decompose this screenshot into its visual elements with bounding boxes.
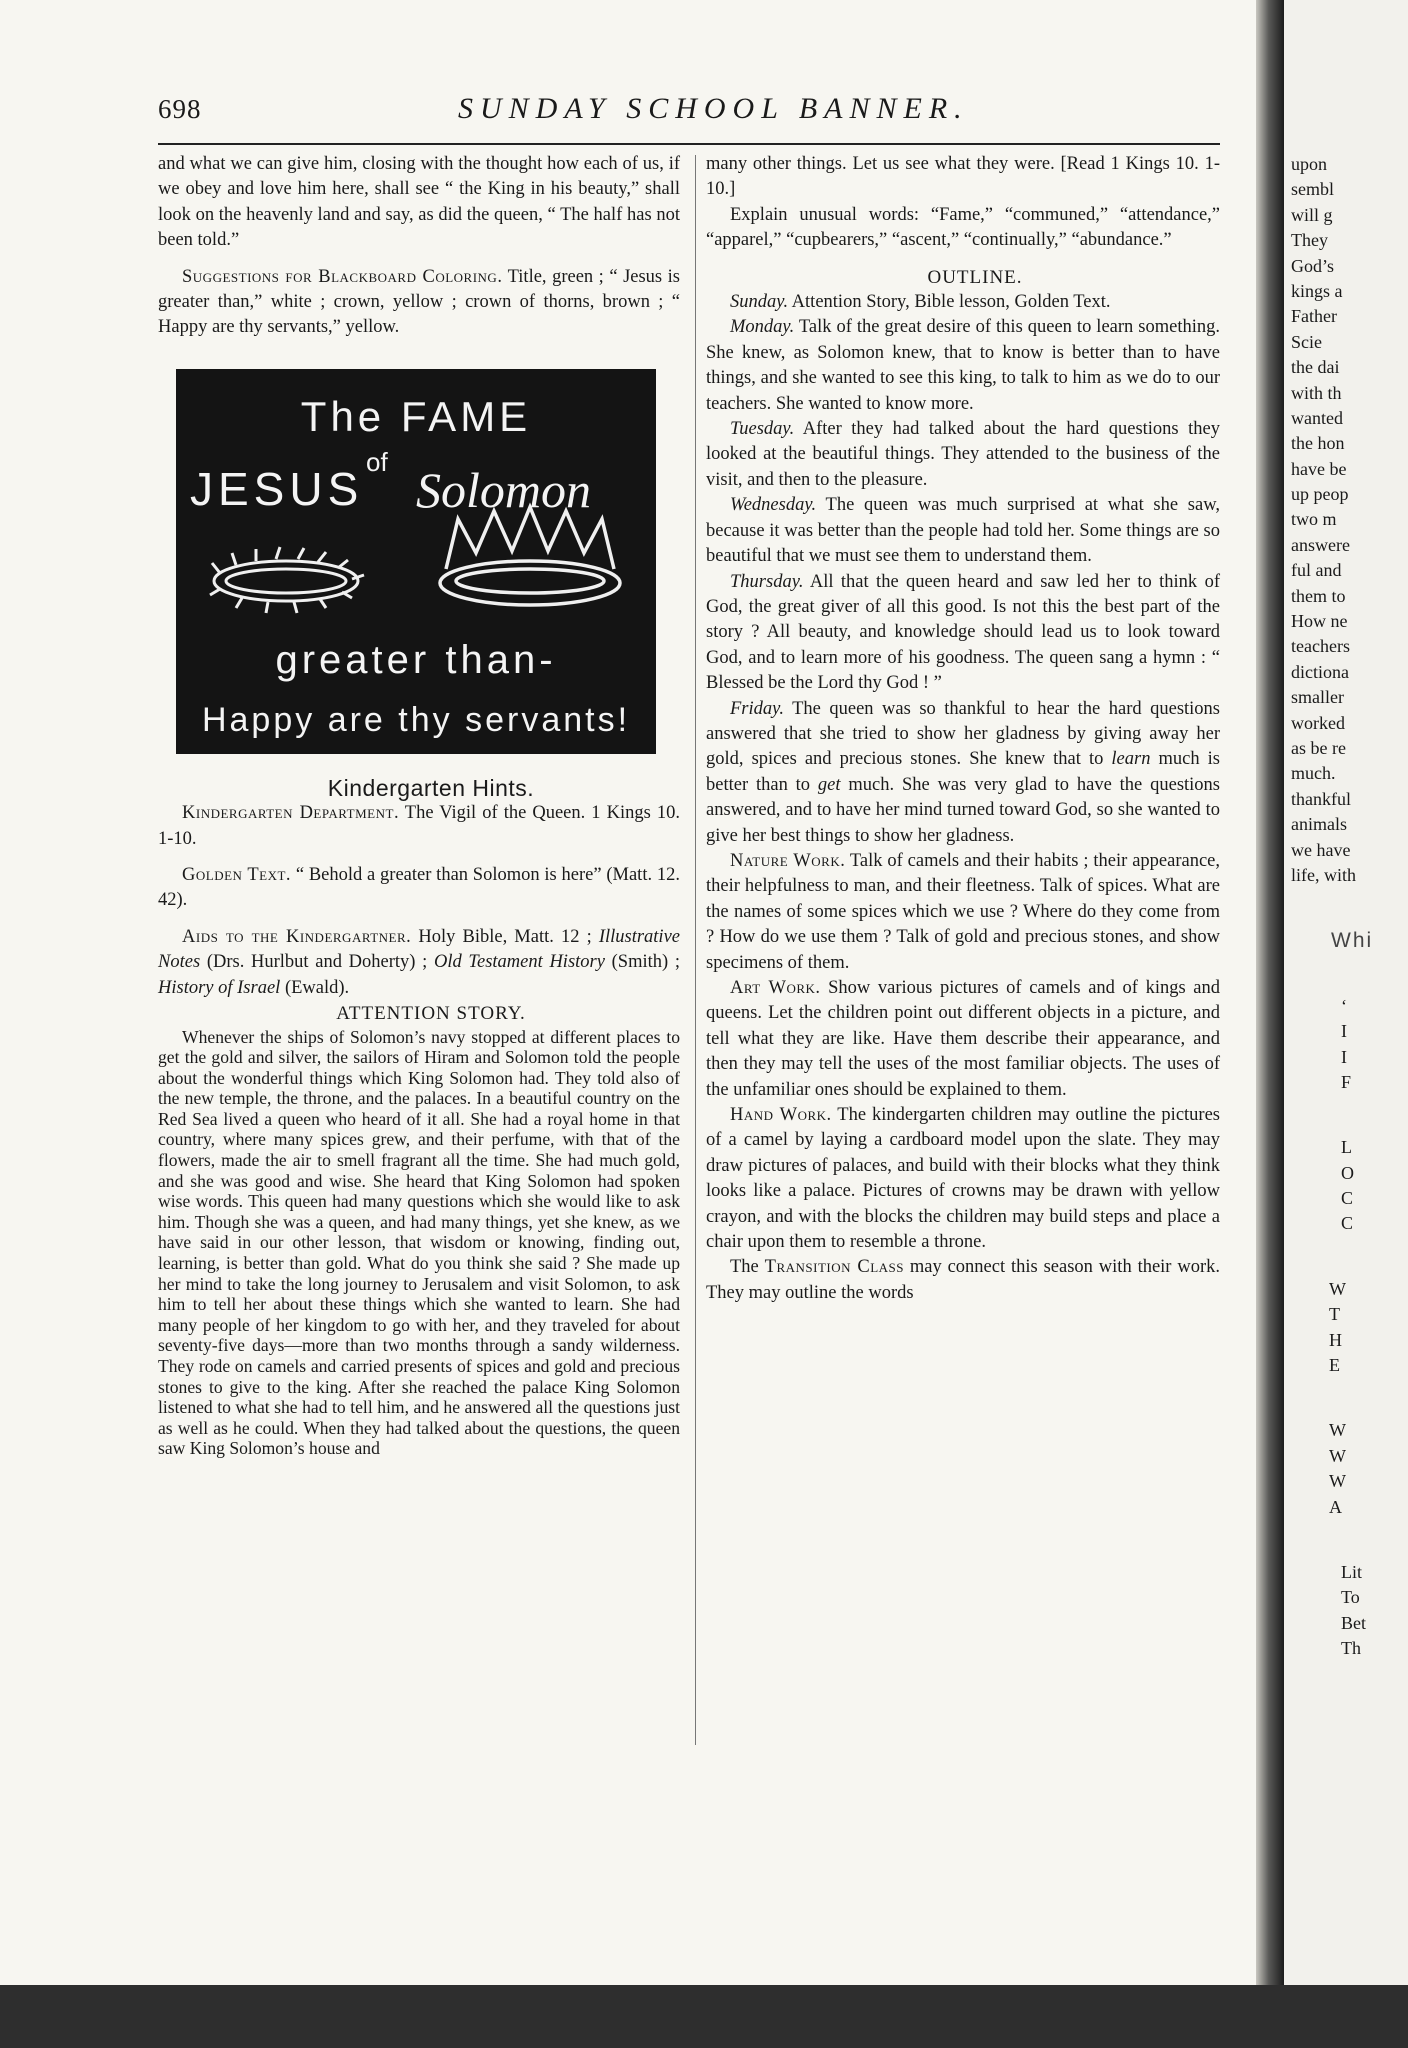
facing-line: ful and xyxy=(1291,560,1342,581)
facing-line: them to xyxy=(1291,585,1346,606)
facing-line: E xyxy=(1329,1355,1340,1376)
blackboard-coloring-text: Title, green ; “ Jesus is greater than,” white ; crown, yellow ; crown of thorns, brown ; “ Happy are thy servants,” yellow. xyxy=(158,266,680,338)
aids-paragraph xyxy=(158,925,680,1001)
column-rule xyxy=(695,155,696,1745)
facing-gap xyxy=(1291,1378,1408,1418)
facing-gap xyxy=(1291,1237,1408,1277)
aids-history-israel: History of Israel xyxy=(158,977,281,998)
facing-line: ‘ xyxy=(1341,995,1347,1016)
running-title: SUNDAY SCHOOL BANNER. xyxy=(458,92,969,125)
facing-line: will g xyxy=(1291,204,1333,225)
golden-text-body: “ Behold a greater than Solomon is here” (Matt. 12. 42). xyxy=(158,865,680,911)
paragraph: Explain unusual words: “Fame,” “communed,” “attendance,” “apparel,” “cupbearers,” “ascent,” “continually,” “abundance.” xyxy=(706,204,1220,251)
day-text: The queen was so thankful to hear the hard questions answered that she tried to show her gladness by giving away her gold, spices and precious stones. She knew that to xyxy=(706,698,1220,770)
facing-line: upon xyxy=(1291,154,1327,174)
aids-text: (Ewald). xyxy=(280,977,350,998)
facing-line: wanted xyxy=(1291,407,1343,428)
facing-gap xyxy=(1291,1520,1408,1560)
facing-line: H xyxy=(1329,1329,1342,1350)
right-column xyxy=(706,152,1220,1306)
facing-line: Scie xyxy=(1291,331,1322,352)
transition-the: The xyxy=(730,1257,765,1278)
facing-line: W xyxy=(1329,1445,1346,1466)
facing-line: Bet xyxy=(1341,1612,1366,1633)
day-text: The queen was much surprised at what she saw, because it was better than the people had told her. Some things are so beautiful that we must see them to understand them. xyxy=(706,495,1220,567)
facing-line: To xyxy=(1341,1587,1360,1608)
department-paragraph xyxy=(158,801,680,852)
department-text: The Vigil of the Queen. 1 Kings 10. 1-10. xyxy=(158,803,680,849)
facing-line: C xyxy=(1341,1213,1354,1234)
facing-line: two m xyxy=(1291,509,1337,530)
day-text: much. She was very glad to have the questions answered, and to have her mind turned toward God, so she wanted to give her best things to show her gladness. xyxy=(706,774,1220,846)
header-rule xyxy=(158,143,1220,145)
facing-hymn-title: Whi xyxy=(1331,929,1374,953)
aids-label: Aids to the Kindergartner. xyxy=(182,926,412,947)
attention-story-heading: ATTENTION STORY. xyxy=(336,1003,526,1025)
nature-work-paragraph xyxy=(706,849,1220,976)
blackboard-coloring-paragraph xyxy=(158,265,680,341)
facing-line: the dai xyxy=(1291,357,1340,378)
aids-text: (Drs. Hurlbut and Doherty) ; xyxy=(200,952,434,973)
transition-class-label: Transition Class xyxy=(764,1257,904,1278)
nature-work-label: Nature Work. xyxy=(730,850,846,871)
facing-line: worked xyxy=(1291,712,1345,733)
day-label: Friday. xyxy=(730,698,784,719)
facing-line: God’s xyxy=(1291,255,1335,276)
outline-tuesday xyxy=(706,417,1220,493)
facing-line: O xyxy=(1341,1162,1354,1183)
facing-page-text xyxy=(1291,152,1408,1662)
facing-line: A xyxy=(1329,1496,1342,1517)
facing-line: They xyxy=(1291,230,1328,251)
board-of: of xyxy=(366,446,388,477)
board-title: The FAME xyxy=(300,392,532,440)
outline-monday xyxy=(706,315,1220,417)
facing-line: smaller xyxy=(1291,687,1344,708)
facing-line: sembl xyxy=(1291,179,1334,200)
left-column xyxy=(158,152,680,1459)
facing-line: life, with xyxy=(1291,864,1356,885)
day-label: Sunday. xyxy=(730,292,789,313)
day-text: Talk of the great desire of this queen to learn something. She knew, as Solomon knew, that to know is better than to have things, and she wanted to see this king, to talk to him as we do to our teachers. She wanted to know more. xyxy=(706,317,1220,414)
emphasis-learn: learn xyxy=(1111,749,1151,770)
facing-line: T xyxy=(1329,1304,1340,1325)
board-jesus: JESUS xyxy=(190,462,364,515)
facing-line: How ne xyxy=(1291,611,1348,632)
hand-work-label: Hand Work. xyxy=(730,1105,832,1126)
outline-sunday xyxy=(706,290,1220,315)
blackboard-drawing xyxy=(176,369,656,754)
facing-line: W xyxy=(1329,1471,1346,1492)
day-text: All that the queen heard and saw led her to think of God, the great giver of all this good. Is not this the best part of the story ? All beauty, and knowledge should lead us to look toward God, and to learn more of his goodness. The queen sang a hymn : “ Blessed be the Lord thy God ! ” xyxy=(706,571,1220,694)
facing-line: W xyxy=(1329,1420,1346,1441)
page-header xyxy=(158,92,1218,132)
department-label: Kindergarten Department. xyxy=(182,803,400,824)
facing-line: with th xyxy=(1291,382,1342,403)
outline-friday xyxy=(706,697,1220,849)
outline-wednesday xyxy=(706,493,1220,569)
book-gutter xyxy=(1256,0,1284,1985)
day-label: Thursday. xyxy=(730,571,804,592)
art-work-label: Art Work. xyxy=(730,978,821,998)
day-text: much is better than to xyxy=(706,749,1220,795)
facing-line: animals xyxy=(1291,814,1347,835)
blackboard-coloring-label: Suggestions for Blackboard Coloring. xyxy=(182,266,503,287)
facing-line: F xyxy=(1341,1071,1352,1092)
outline-heading: OUTLINE. xyxy=(927,266,1023,288)
art-work-paragraph xyxy=(706,976,1220,1103)
art-work-text: Show various pictures of camels and of kings and queens. Let the children point out different objects in a picture, and tell what they are like. Have them describe their appearance, and then they may tell the uses of the most familiar objects. The uses of the unfamiliar ones should be explained to them. xyxy=(706,978,1220,1100)
facing-line: C xyxy=(1341,1188,1354,1209)
scan-bottom-edge xyxy=(0,1985,1408,2048)
board-happy-servants: Happy are thy servants! xyxy=(201,700,631,739)
attention-story-text: Whenever the ships of Solomon’s navy stopped at different places to get the gold and silver, the sailors of Hiram and Solomon told the people about the wonderful things which King Solomon had. They told also of the new temple, the throne, and the palaces. In a beautiful country on the Red Sea lived a queen who heard of it all. She had a royal home in that country, where many spices grew, and their perfume, with that of the flowers, made the air to smell fragrant all the time. She had much gold, and she was good and wise. She heard that King Solomon had spoken wise words. This queen had many questions which she would like to ask him. Though she was a queen, and had many things, yet she knew, as we have said in our other lesson, that wisdom or knowing, finding out, learning, is better than gold. What do you think she said ? She made up her mind to take the long journey to Jerusalem and visit Solomon, to ask him to tell her about these things which she wanted to learn. She had many people of her kingdom to go with her, and they traveled for about seventy-five days—more than two months through a sandy wilderness. They rode on camels and carried presents of spices and gold and precious stones to give to the king. After she reached the palace King Solomon listened to what she had to tell him, and he answered all the questions just as well as he could. When they had talked about the questions, the queen saw King Solomon’s house and xyxy=(158,1026,680,1459)
facing-line: answere xyxy=(1291,534,1350,555)
day-label: Monday. xyxy=(730,317,795,338)
facing-line: dictiona xyxy=(1291,661,1349,682)
golden-text-paragraph xyxy=(158,863,680,914)
nature-work-text: Talk of camels and their habits ; their appearance, their helpfulness to man, and their fleetness. Talk of spices. What are the names of some spices which we use ? Where do they come from ? How do we use them ? Talk of gold and precious stones, and show specimens of them. xyxy=(706,850,1220,973)
facing-line: Father xyxy=(1291,306,1337,327)
facing-line: as be re xyxy=(1291,737,1346,758)
hand-work-text: The kindergarten children may outline the pictures of a camel by laying a cardboard model upon the slate. They may draw pictures of palaces, and build with their blocks what they think looks like a palace. Pictures of crowns may be drawn with yellow crayon, and with the blocks the children may build steps and place a chair upon them to resemble a throne. xyxy=(706,1105,1220,1253)
facing-line: much. xyxy=(1291,763,1336,784)
aids-ot-history: Old Testament History xyxy=(433,952,605,973)
facing-gap xyxy=(1291,888,1408,928)
crown-icon xyxy=(440,507,620,605)
facing-line: up peop xyxy=(1291,484,1349,505)
facing-line: we have xyxy=(1291,839,1351,860)
facing-line: kings a xyxy=(1291,280,1343,301)
emphasis-get: get xyxy=(817,774,841,795)
outline-thursday xyxy=(706,570,1220,697)
board-solomon: Solomon xyxy=(416,461,591,518)
facing-gap xyxy=(1291,1095,1408,1135)
page-number: 698 xyxy=(158,94,202,124)
day-text: Attention Story, Bible lesson, Golden Text. xyxy=(788,292,1111,313)
kindergarten-hints-heading: Kindergarten Hints. xyxy=(327,774,535,801)
paragraph: many other things. Let us see what they were. [Read 1 Kings 10. 1-10.] xyxy=(706,154,1220,200)
facing-line: Lit xyxy=(1341,1561,1362,1582)
transition-class-text: may connect this season with their work. They may outline the words xyxy=(706,1257,1220,1303)
board-greater-than: greater than- xyxy=(275,637,557,682)
aids-text: Holy Bible, Matt. 12 ; xyxy=(411,926,599,947)
hand-work-paragraph xyxy=(706,1103,1220,1255)
facing-line: thankful xyxy=(1291,788,1351,809)
crown-of-thorns-icon xyxy=(210,547,364,613)
facing-line: I xyxy=(1341,1021,1347,1042)
day-label: Tuesday. xyxy=(730,419,795,440)
aids-illustrative-notes: Illustrative Notes xyxy=(158,926,680,973)
facing-page xyxy=(1284,0,1408,1985)
golden-text-label: Golden Text. xyxy=(182,865,292,886)
facing-line: W xyxy=(1329,1278,1346,1299)
facing-line: I xyxy=(1341,1046,1347,1067)
facing-line: Th xyxy=(1341,1638,1361,1659)
facing-line: have be xyxy=(1291,458,1347,479)
day-label: Wednesday. xyxy=(730,495,817,516)
paragraph: and what we can give him, closing with the thought how each of us, if we obey and love him here, shall see “ the King in his beauty,” shall look on the heavenly land and say, as did the queen, “ The half has not been told.” xyxy=(158,154,680,251)
blackboard-illustration xyxy=(176,369,656,754)
facing-line: the hon xyxy=(1291,433,1345,454)
facing-gap xyxy=(1291,954,1408,994)
facing-line: L xyxy=(1341,1137,1352,1158)
transition-class-paragraph xyxy=(706,1255,1220,1306)
aids-text: (Smith) ; xyxy=(604,952,680,973)
day-text: After they had talked about the hard questions they looked at the beautiful things. They attended to the business of the visit, and then to the pleasure. xyxy=(706,419,1220,490)
facing-line: teachers xyxy=(1291,636,1350,657)
